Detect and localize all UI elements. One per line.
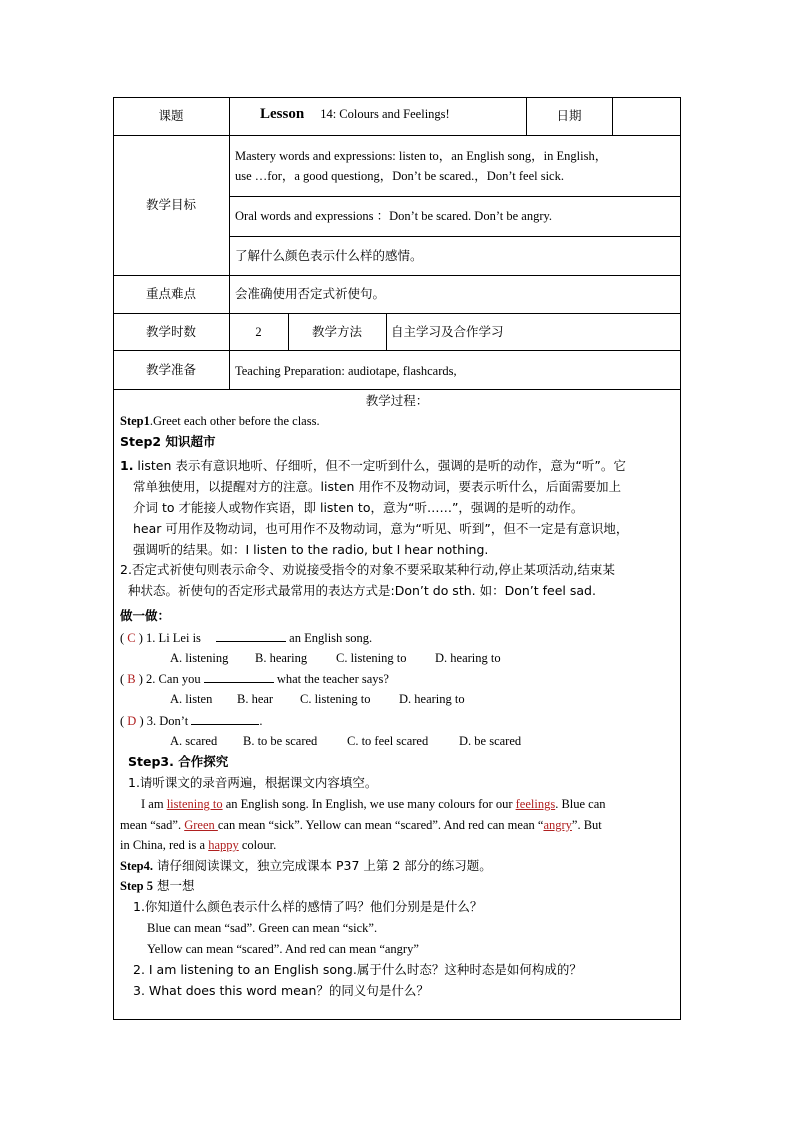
- q1-option-a: A. listening: [170, 651, 229, 665]
- question-1: [120, 629, 372, 646]
- point1-line-1: [120, 458, 626, 474]
- q2-paren-open: (: [120, 672, 128, 686]
- point1-line-5: 强调听的结果。如：I listen to the radio, but I hear nothing.: [133, 542, 489, 557]
- q3-paren-open: (: [120, 714, 128, 728]
- q2-blank[interactable]: [204, 670, 274, 683]
- q2-answer: B: [127, 672, 136, 686]
- q1-answer: C: [127, 631, 136, 645]
- step4-text: 请仔细阅读课文，独立完成课本 P37 上第 2 部分的练习题。: [153, 858, 492, 873]
- objectives-line-1: Mastery words and expressions: listen to，an English song，in English，: [235, 149, 608, 163]
- q2-stem: ) 2. Can you: [135, 672, 201, 686]
- q1-rest: an English song.: [286, 631, 373, 645]
- q2-option-a: A. listen: [170, 692, 213, 706]
- step2-label: Step2 知识超市: [120, 434, 216, 449]
- fill-line-2: [120, 817, 602, 833]
- fill-text-b1: mean “sad”.: [120, 818, 185, 832]
- q3-option-a: A. scared: [170, 734, 218, 748]
- step5-answer-2: Yellow can mean “scared”. And red can mean “angry”: [147, 942, 419, 956]
- fill-text-a1: I am: [141, 797, 167, 811]
- method-value: 自主学习及合作学习: [391, 324, 504, 339]
- lesson-title: [260, 106, 450, 122]
- prep-text: Teaching Preparation: audiotape, flashcards,: [235, 364, 457, 378]
- point1-line-3: 介词 to 才能接人或物作宾语，即 listen to，意为“听……”，强调的是听的动作。: [133, 500, 584, 515]
- q2-option-b: B. hear: [237, 692, 274, 706]
- objectives-line-3: Oral words and expressions ：Don’t be scared. Don’t be angry.: [235, 209, 553, 223]
- objectives-line-2: use …for，a good questiong，Don’t be scared.，Don’t feel sick.: [235, 169, 564, 183]
- fill-text-c1: in China, red is a: [120, 838, 209, 852]
- q2-rest: what the teacher says?: [273, 672, 389, 686]
- prep-label: 教学准备: [145, 362, 196, 377]
- q2-option-d: D. hearing to: [399, 692, 465, 706]
- question-2: [120, 670, 389, 687]
- objectives-label: 教学目标: [145, 197, 196, 212]
- point1-line-1-text: listen 表示有意识地听、仔细听，但不一定听到什么，强调的是听的动作，意为“听”。它: [133, 458, 626, 473]
- objectives-line-4: 了解什么颜色表示什么样的感情。: [235, 248, 423, 263]
- step4-label: Step4.: [120, 859, 153, 873]
- step5-question-2: 2. I am listening to an English song.属于什么时态？这种时态是如何构成的？: [133, 962, 582, 977]
- step5-question-1: 1.你知道什么颜色表示什么样的感情了吗？他们分别是是什么？: [133, 899, 483, 914]
- step5-question-3: 3. What does this word mean？的同义句是什么？: [133, 983, 429, 998]
- key-points-label: 重点难点: [145, 286, 196, 301]
- fill-blank-5: happy: [208, 838, 239, 852]
- q3-option-b: B. to be scared: [243, 734, 318, 748]
- step1: [120, 413, 320, 429]
- q1-option-d: D. hearing to: [435, 651, 501, 665]
- q3-blank[interactable]: [191, 712, 259, 725]
- q3-stem: ) 3. Don’t: [136, 714, 189, 728]
- step5-answer-1: Blue can mean “sad”. Green can mean “sick”.: [147, 921, 378, 935]
- point1-number: 1.: [120, 458, 134, 473]
- q3-option-d: D. be scared: [459, 734, 522, 748]
- fill-text-b3: ”. But: [571, 818, 602, 832]
- key-points-text: 会准确使用否定式祈使句。: [235, 286, 386, 301]
- method-label: 教学方法: [311, 324, 362, 339]
- process-heading: 教学过程：: [365, 393, 429, 408]
- point1-line-4: hear 可用作及物动词，也可用作不及物动词，意为“听见、听到”，但不一定是有意识地，: [133, 521, 629, 536]
- topic-label: 课题: [158, 108, 184, 123]
- fill-blank-1: listening to: [166, 797, 223, 811]
- question-3: [120, 712, 262, 729]
- point2-line-1: 2.否定式祈使句则表示命令、劝说接受指令的对象不要采取某种行动,停止某项活动,结束某: [120, 562, 615, 577]
- q1-option-c: C. listening to: [336, 651, 407, 665]
- q3-rest: .: [259, 714, 263, 728]
- step5-label: Step 5: [120, 879, 153, 893]
- fill-text-b2: can mean “sick”. Yellow can mean “scared”. And red can mean “: [217, 818, 544, 832]
- step5-text: 想一想: [153, 878, 195, 893]
- fill-line-3: [120, 837, 276, 853]
- q1-option-b: B. hearing: [255, 651, 308, 665]
- point2-line-2: 种状态。祈使句的否定形式最常用的表达方式是:Don’t do sth. 如：Don’t feel sad.: [128, 583, 596, 598]
- lesson-title-text: 14: Colours and Feelings!: [320, 107, 450, 121]
- step3-label: Step3. 合作探究: [128, 754, 229, 769]
- hours-value: 2: [255, 325, 262, 339]
- date-label: 日期: [556, 108, 582, 123]
- q3-answer: D: [127, 714, 137, 728]
- step4: [120, 858, 492, 874]
- q2-option-c: C. listening to: [300, 692, 371, 706]
- fill-text-c2: colour.: [238, 838, 277, 852]
- fill-line-1: [141, 796, 606, 812]
- fill-blank-3: Green: [184, 818, 218, 832]
- step1-label: Step1: [120, 414, 150, 428]
- step5: [120, 878, 194, 894]
- hours-label: 教学时数: [145, 324, 196, 339]
- step3-intro: 1.请听课文的录音两遍，根据课文内容填空。: [128, 775, 378, 790]
- fill-blank-4: angry: [543, 818, 572, 832]
- q1-paren-open: (: [120, 631, 128, 645]
- fill-text-a3: . Blue can: [555, 797, 606, 811]
- practice-heading: 做一做：: [120, 608, 171, 623]
- point1-line-2: 常单独使用，以提醒对方的注意。listen 用作不及物动词，要表示听什么，后面需要加上: [133, 479, 621, 494]
- fill-text-a2: an English song. In English, we use many colours for our: [222, 797, 516, 811]
- q1-stem: ) 1. Li Lei is: [135, 631, 201, 645]
- fill-blank-2: feelings: [515, 797, 556, 811]
- step1-text: .Greet each other before the class.: [149, 414, 320, 428]
- q1-blank[interactable]: [216, 629, 286, 642]
- lesson-word: Lesson: [260, 106, 305, 122]
- q3-option-c: C. to feel scared: [347, 734, 429, 748]
